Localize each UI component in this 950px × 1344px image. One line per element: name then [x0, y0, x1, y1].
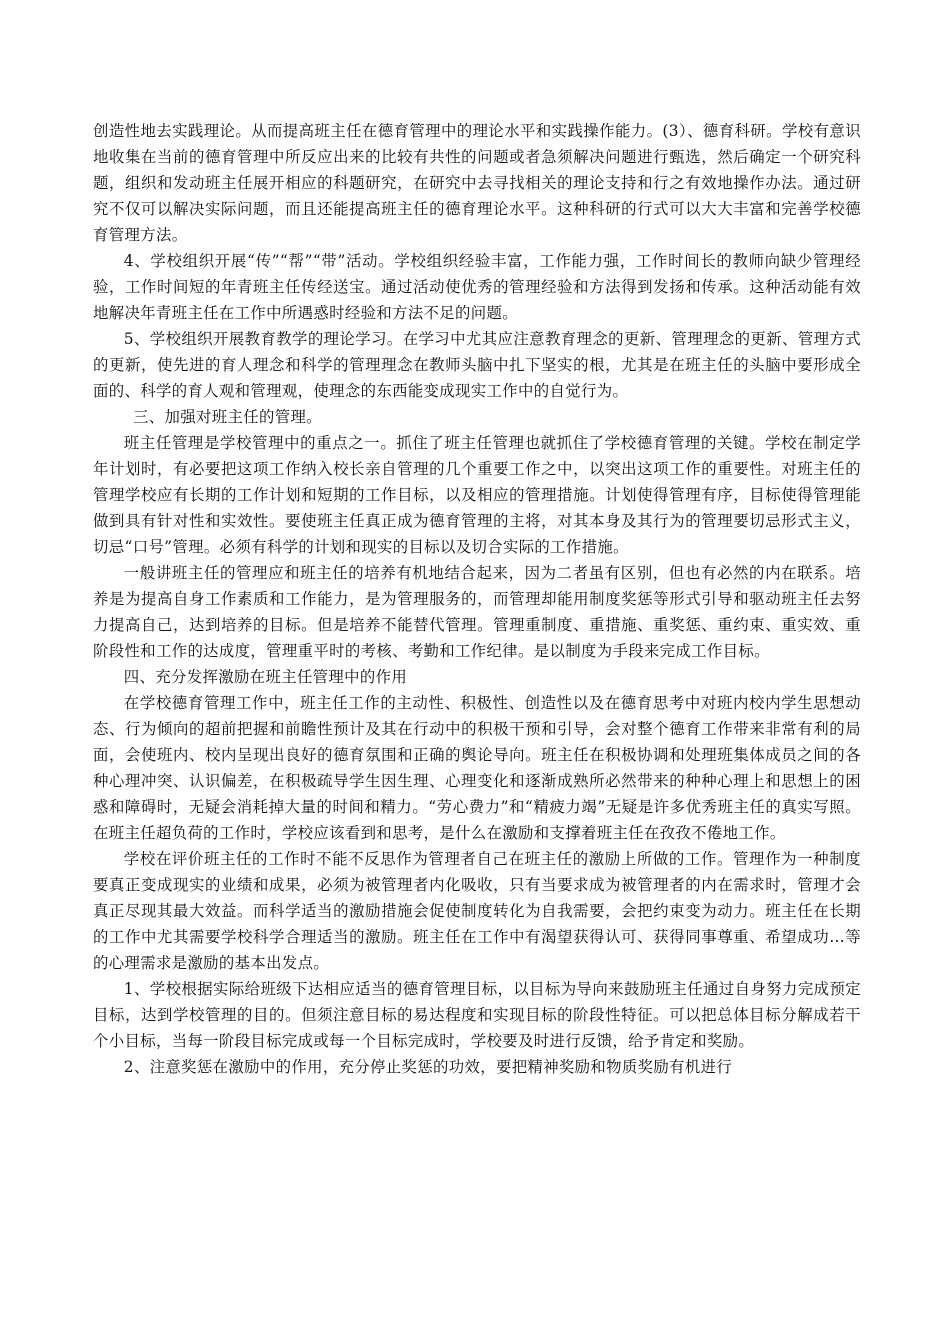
paragraph-theory-study: 5、学校组织开展教育教学的理论学习。在学习中尤其应注意教育理念的更新、管理理念的更新、管理方式的更新，使先进的育人理念和科学的管理理念在教师头脑中扎下坚实的根，尤其是在班主任的头脑中要形成全面的、科学的育人观和管理观，使理念的东西能变成现实工作中的自觉行为。 [93, 330, 861, 400]
paragraph-continuation: 创造性地去实践理论。从而提高班主任在德育管理中的理论水平和实践操作能力。(3）、德育科研。学校有意识地收集在当前的德育管理中所反应出来的比较有共性的问题或者急须解决问题进行甄选，然后确定一个研究科题，组织和发动班主任展开相应的科题研究，在研究中去寻找相关的理论支持和行之有效地操作办法。通过研究不仅可以解决实际问题，而且还能提高班主任的德育理论水平。这种科研的行式可以大大丰富和完善学校德育管理方法。 [93, 122, 861, 244]
paragraph-incentive-evaluation: 学校在评价班主任的工作时不能不反思作为管理者自己在班主任的激励上所做的工作。管理作为一种制度要真正变成现实的业绩和成果，必须为被管理者内化吸收，只有当要求成为被管理者的内在需求时，管理才会真正尽现其最大效益。而科学适当的激励措施会促使制度转化为自我需要，会把约束变为动力。班主任在长期的工作中尤其需要学校科学合理适当的激励。班主任在工作中有渴望获得认可、获得同事尊重、希望成功…等的心理需求是激励的基本出发点。 [93, 850, 861, 972]
document-body [93, 118, 861, 1080]
paragraph-incentive-context: 在学校德育管理工作中，班主任工作的主动性、积极性、创造性以及在德育思考中对班内校内学生思想动态、行为倾向的超前把握和前瞻性预计及其在行动中的积极干预和引导，会对整个德育工作带来非常有利的局面，会使班内、校内呈现出良好的德育氛围和正确的舆论导向。班主任在积极协调和处理班集体成员之间的各种心理冲突、认识偏差，在积极疏导学生因生理、心理变化和逐渐成熟所必然带来的种种心理上和思想上的困惑和障碍时，无疑会消耗掉大量的时间和精力。“劳心费力”和“精疲力竭”无疑是许多优秀班主任的真实写照。在班主任超负荷的工作时，学校应该看到和思考，是什么在激励和支撑着班主任在孜孜不倦地工作。 [93, 694, 861, 842]
paragraph-management-key: 班主任管理是学校管理中的重点之一。抓住了班主任管理也就抓住了学校德育管理的关键。学校在制定学年计划时，有必要把这项工作纳入校长亲自管理的几个重要工作之中，以突出这项工作的重要性。对班主任的管理学校应有长期的工作计划和短期的工作目标，以及相应的管理措施。计划使得管理有序，目标使得管理能做到具有针对性和实效性。要使班主任真正成为德育管理的主将，对其本身及其行为的管理要切忌形式主义，切忌“口号”管理。必须有科学的计划和现实的目标以及切合实际的工作措施。 [93, 434, 861, 556]
section-heading-management: 三、加强对班主任的管理。 [133, 408, 322, 426]
paragraph-chuan-bang-dai: 4、学校组织开展“传”“帮”“带”活动。学校组织经验丰富，工作能力强，工作时间长的教师向缺少管理经验，工作时间短的年青班主任传经送宝。通过活动使优秀的管理经验和方法得到发扬和传承。这种活动能有效地解决年青班主任在工作中所遇惑时经验和方法不足的问题。 [93, 252, 861, 322]
section-heading-incentive: 四、充分发挥激励在班主任管理中的作用 [123, 668, 408, 686]
paragraph-item-rewards: 2、注意奖惩在激励中的作用，充分停止奖惩的功效，要把精神奖励和物质奖励有机进行 [123, 1058, 733, 1076]
paragraph-management-training: 一般讲班主任的管理应和班主任的培养有机地结合起来，因为二者虽有区别，但也有必然的内在联系。培养是为提高自身工作素质和工作能力，是为管理服务的，而管理却能用制度奖惩等形式引导和驱动班主任去努力提高自己，达到培养的目标。但是培养不能替代管理。管理重制度、重措施、重奖惩、重约束、重实效、重阶段性和工作的达成度，管理重平时的考核、考勤和工作纪律。是以制度为手段来完成工作目标。 [93, 564, 861, 660]
paragraph-item-goals: 1、学校根据实际给班级下达相应适当的德育管理目标，以目标为导向来鼓励班主任通过自身努力完成预定目标，达到学校管理的目的。但须注意目标的易达程度和实现目标的阶段性特征。可以把总体目标分解成若干个小目标，当每一阶段目标完成或每一个目标完成时，学校要及时进行反馈，给予肯定和奖励。 [93, 980, 861, 1050]
